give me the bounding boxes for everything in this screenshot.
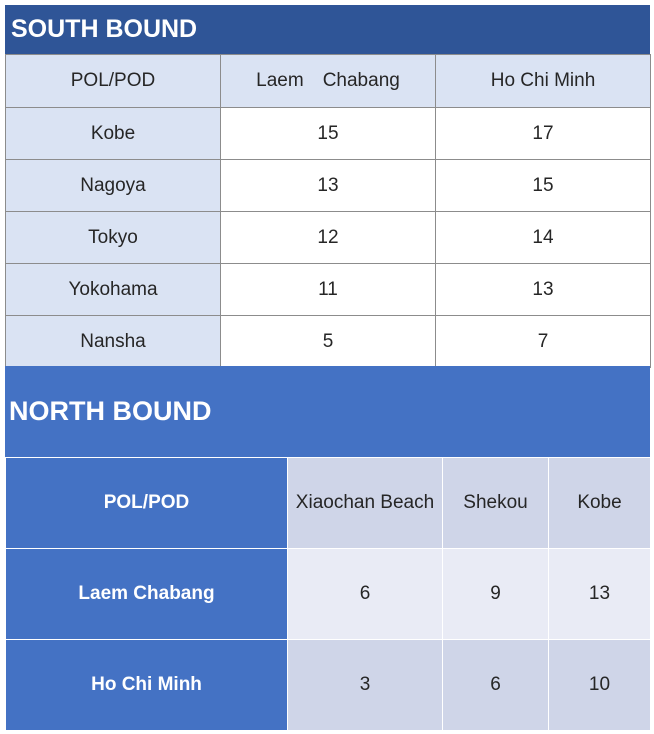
row-header-yokohama: Yokohama — [6, 264, 221, 316]
table-cell: 13 — [436, 264, 651, 316]
table-row — [6, 108, 651, 160]
north-bound-table — [5, 457, 651, 731]
row-header-kobe: Kobe — [6, 108, 221, 160]
table-cell: 6 — [288, 549, 443, 640]
column-header-xiaochan-beach: Xiaochan Beach — [288, 458, 443, 549]
table-cell: 10 — [549, 640, 651, 731]
column-header-laem-chabang: Laem Chabang — [221, 55, 436, 108]
row-header-ho-chi-minh: Ho Chi Minh — [6, 640, 288, 731]
table-row — [6, 212, 651, 264]
table-cell: 11 — [221, 264, 436, 316]
row-header-laem-chabang: Laem Chabang — [6, 549, 288, 640]
column-header-shekou: Shekou — [443, 458, 549, 549]
table-cell: 7 — [436, 316, 651, 368]
north-bound-title: NORTH BOUND — [5, 366, 650, 457]
table-row — [6, 316, 651, 368]
table-row — [6, 640, 651, 731]
table-cell: 12 — [221, 212, 436, 264]
table-row — [6, 160, 651, 212]
table-cell: 5 — [221, 316, 436, 368]
row-header-nansha: Nansha — [6, 316, 221, 368]
table-cell: 9 — [443, 549, 549, 640]
table-cell: 17 — [436, 108, 651, 160]
table-cell: 3 — [288, 640, 443, 731]
table-cell: 15 — [221, 108, 436, 160]
table-cell: 15 — [436, 160, 651, 212]
south-bound-title: SOUTH BOUND — [5, 5, 650, 54]
table-cell: 13 — [221, 160, 436, 212]
row-header-nagoya: Nagoya — [6, 160, 221, 212]
north-bound-header-row — [6, 458, 651, 549]
table-cell: 14 — [436, 212, 651, 264]
column-header-pol-pod: POL/POD — [6, 458, 288, 549]
column-header-ho-chi-minh: Ho Chi Minh — [436, 55, 651, 108]
column-header-kobe: Kobe — [549, 458, 651, 549]
table-cell: 13 — [549, 549, 651, 640]
table-cell: 6 — [443, 640, 549, 731]
column-header-pol-pod: POL/POD — [6, 55, 221, 108]
south-bound-header-row — [6, 55, 651, 108]
south-bound-table — [5, 54, 651, 368]
row-header-tokyo: Tokyo — [6, 212, 221, 264]
table-row — [6, 549, 651, 640]
table-row — [6, 264, 651, 316]
